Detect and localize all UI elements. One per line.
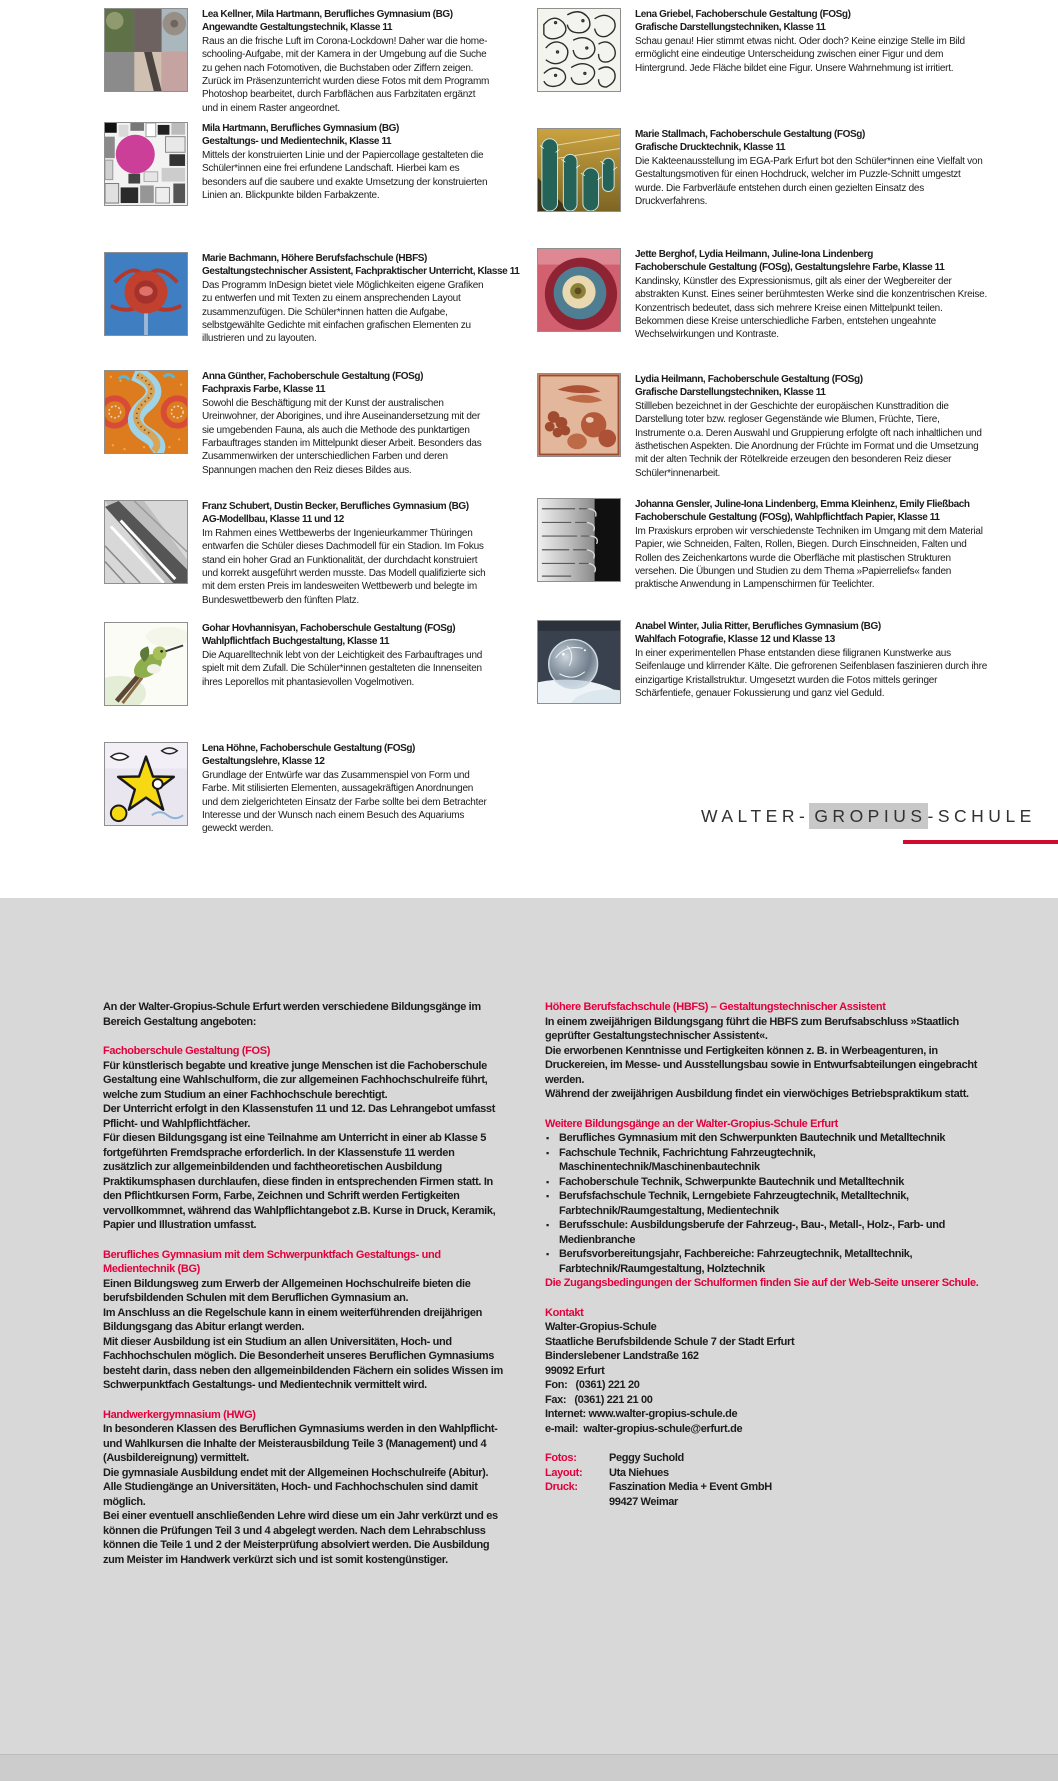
contact-line-email: e-mail: walter-gropius-schule@erfurt.de [545, 1422, 743, 1435]
section-paragraph: Alle Studiengänge an Universitäten, Hoch- und Fachhochschulen sind damit möglich. [103, 1481, 478, 1508]
thumbnail-red-chalk-fruit-still-life-image [537, 373, 621, 457]
artwork-entry [537, 498, 987, 592]
section-heading-contact: Kontakt [545, 1306, 584, 1319]
program-list-item: ▪ Berufsfachschule Technik, Lerngebiete Fahrzeugtechnik, Metalltechnik, Farbtechnik/Raumgestaltung, Medientechnik [545, 1189, 990, 1218]
credit-label: Druck: [545, 1481, 578, 1493]
info-column-right [545, 1000, 990, 1509]
logo-schule-text: -SCHULE [927, 806, 1036, 826]
entry-byline: Marie Stallmach, Fachoberschule Gestaltung (FOSg) [635, 129, 865, 140]
artwork-entry [104, 622, 490, 706]
program-list [545, 1131, 990, 1276]
entry-byline: Lena Griebel, Fachoberschule Gestaltung (FOSg) [635, 9, 851, 20]
credit-label: Fotos: [545, 1452, 577, 1464]
entry-byline: Anna Günther, Fachoberschule Gestaltung (FOSg) [202, 371, 424, 382]
artwork-entry [104, 8, 490, 115]
entry-byline: Johanna Gensler, Juline-Iona Lindenberg, Emma Kleinhenz, Emily Fließbach [635, 499, 970, 510]
section-heading-hwg: Handwerkergymnasium (HWG) [103, 1408, 256, 1421]
program-list-item: ▪ Berufsschule: Ausbildungsberufe der Fahrzeug-, Bau-, Metall-, Holz-, Farb- und Medienbranche [545, 1218, 990, 1247]
section-paragraph: In besonderen Klassen des Beruflichen Gymnasiums werden in den Wahlpflicht- und Wahlkursen die Inhalte der Meisterausbildung Teile 3 (Management) und 4 (Ausbildereignung) vermittelt. [103, 1423, 498, 1464]
entry-description: Mittels der konstruierten Linie und der Papiercollage gestalteten die Schüler*innen eine frei erfundene Landschaft. Hierbei kam es besonders auf die saubere und exakte Umsetzung der konstruierten Linien an. Blickpunkte bilden Farbakzente. [202, 149, 488, 202]
artwork-entry [104, 252, 520, 346]
thumbnail-paper-relief-photo-image [537, 498, 621, 582]
section-paragraph: Die gymnasiale Ausbildung endet mit der Allgemeinen Hochschulreife (Abitur). [103, 1466, 489, 1479]
section-paragraph: Mit dieser Ausbildung ist ein Studium an allen Universitäten, Hoch- und Fachhochschulen möglich. Die Besonderheit unseres Beruflichen Gymnasiums besteht darin, dass neben den allgemeinbildenden Fächern ein solides Wissen im Schwerpunktfach Gestaltungs- und Medientechnik vermittelt wird. [103, 1335, 503, 1391]
thumbnail-frozen-soap-bubble-photo-image [537, 620, 621, 704]
artwork-entry [537, 8, 987, 92]
entry-course: AG-Modellbau, Klasse 11 und 12 [202, 514, 344, 526]
section-paragraph: Die erworbenen Kenntnisse und Fertigkeiten können z. B. in Werbeagenturen, in Druckereien, im Messe- und Ausstellungsbau sowie in Entwurfsabteilungen eingebracht werden. [545, 1044, 978, 1086]
entry-description: Die Kakteenausstellung im EGA-Park Erfurt bot den Schüler*innen eine Vielfalt von Gestaltungsmotiven für einen Hochdruck, welcher im Puzzle-Schnitt umgestzt wurde. Die Farbverläufe entstehen durch einen gezielten Einsatz des Druckverfahrens. [635, 155, 983, 208]
section-paragraph: Der Unterricht erfolgt in den Klassenstufen 11 und 12. Das Lehrangebot umfasst Pflicht- und Wahlpflichtfächer. [103, 1103, 496, 1130]
info-intro: An der Walter-Gropius-Schule Erfurt werden verschiedene Bildungsgänge im Bereich Gestaltung angeboten: [103, 1001, 481, 1028]
thumbnail-watercolor-hummingbird-image [104, 622, 188, 706]
artwork-entry [104, 122, 490, 206]
logo-gropius-highlight: GROPIUS [809, 803, 927, 829]
artwork-entry [537, 128, 987, 212]
info-panel [0, 898, 1058, 1781]
program-list-item: ▪ Berufliches Gymnasium mit den Schwerpunkten Bautechnik und Metalltechnik [545, 1131, 990, 1146]
entry-course: Gestaltungstechnischer Assistent, Fachpraktischer Unterricht, Klasse 11 [202, 266, 520, 278]
section-paragraph: Im Anschluss an die Regelschule kann in einem weiterführenden dreijährigen Bildungsgang das Abitur erlangt werden. [103, 1306, 482, 1333]
contact-line-website: Internet: www.walter-gropius-schule.de [545, 1408, 738, 1420]
section-paragraph: Während der zweijährigen Ausbildung findet ein vierwöchiges Betriebspraktikum statt. [545, 1088, 969, 1100]
contact-line: Binderslebener Landstraße 162 [545, 1350, 699, 1362]
entry-byline: Marie Bachmann, Höhere Berufsfachschule (HBFS) [202, 253, 427, 264]
program-list-item: ▪ Berufsvorbereitungsjahr, Fachbereiche: Fahrzeugtechnik, Metalltechnik, Farbtechnik/Raumgestaltung, Holztechnik [545, 1247, 990, 1276]
logo-red-rule [903, 840, 1058, 844]
entry-byline: Franz Schubert, Dustin Becker, Berufliches Gymnasium (BG) [202, 501, 469, 512]
thumbnail-aboriginal-dot-snake-image [104, 370, 188, 454]
entry-description: Das Programm InDesign bietet viele Möglichkeiten eigene Grafiken zu entwerfen und mit Texten zu einem ansprechenden Layout zusammenzufügen. Die Schüler*innen hatten die Aufgabe, selbstgewählte Gedichte mit einfachen grafischen Elementen zu illustrieren und zu layouten. [202, 279, 484, 345]
artwork-entry [104, 742, 490, 836]
contact-line: Staatliche Berufsbildende Schule 7 der Stadt Erfurt [545, 1335, 795, 1348]
entry-byline: Anabel Winter, Julia Ritter, Berufliches Gymnasium (BG) [635, 621, 881, 632]
entry-course: Grafische Darstellungstechniken, Klasse 11 [635, 387, 826, 399]
entry-description: Stillleben bezeichnet in der Geschichte der europäischen Kunsttradition die Darstellung toter bzw. regloser Gegenstände wie Blumen, Früchte, Tiere, Instrumente o.a. Deren Auswahl und Gruppierung erfolgte oft nach inhaltlichen und ästhetischen Aspekten. Die Anordnung der Früchte im Format und die Umsetzung mit der alten Technik der Rötelkreide erzeugen den besonderen Reiz dieser Schüler*innenarbeit. [635, 400, 982, 479]
contact-line-fax: Fax: (0361) 221 21 00 [545, 1393, 653, 1406]
thumbnail-yellow-starfish-poster-image [104, 742, 188, 826]
contact-line-phone: Fon: (0361) 221 20 [545, 1379, 640, 1391]
contact-line: 99092 Erfurt [545, 1364, 605, 1377]
section-paragraph: Bei einer eventuell anschließenden Lehre wird diese um ein Jahr verkürzt und es können die Prüfungen Teil 3 und 4 abgelegt werden. Nach dem Lehrabschluss können die Teile 1 und 2 der Meisterprüfung absolviert werden. Die Ausbildung zum Meister im Handwerk verkürzt sich und ist somit kostengünstiger. [103, 1510, 498, 1566]
thumbnail-figure-ground-line-drawing-image [537, 8, 621, 92]
credit-label: Layout: [545, 1466, 583, 1479]
info-column-left [103, 1000, 503, 1567]
thumbnail-cactus-print-image [537, 128, 621, 212]
credit-row [545, 1466, 990, 1481]
thumbnail-concentric-circles-painting-image [537, 248, 621, 332]
section-heading-bg: Berufliches Gymnasium mit dem Schwerpunktfach Gestaltungs- und Medientechnik (BG) [103, 1248, 441, 1275]
credit-row [545, 1451, 990, 1466]
logo-walter-text: WALTER- [701, 806, 810, 826]
entry-course: Grafische Darstellungstechniken, Klasse 11 [635, 22, 826, 34]
credit-value: Faszination Media + Event GmbH [609, 1481, 772, 1493]
entry-description: Im Praxiskurs erproben wir verschiedenste Techniken im Umgang mit dem Material Papier, wie Schneiden, Falten, Rollen, Biegen. Durch Einschneiden, Falten und Rollen des Zeichenkartons wurde die Oberfläche mit plastischen Strukturen versehen. Die Übungen und Studien zu dem Thema »Papierreliefs« fanden praktische Anwendung in Lampenschirmen für Teelichter. [635, 525, 983, 591]
entry-course: Gestaltungslehre, Klasse 12 [202, 756, 325, 768]
artwork-entry [537, 248, 987, 342]
section-paragraph: In einem zweijährigen Bildungsgang führt die HBFS zum Berufsabschluss »Staatlich geprüfter Gestaltungstechnischer Assistent«. [545, 1015, 959, 1042]
thumbnail-photo-letter-collage-image [104, 8, 188, 92]
thumbnail-red-flower-on-blue-image [104, 252, 188, 336]
section-paragraph: Für diesen Bildungsgang ist eine Teilnahme am Unterricht in einer ab Klasse 5 fortgeführten Fremdsprache erforderlich. In der Klassenstufe 11 werden zusätzlich zur allgemeinbildenden und fachtheoretischen Ausbildung Praktikumsphasen durchlaufen, diese finden in entsprechenden Firmen statt. In den Pflichtkursen Form, Farbe, Zeichnen und Schrift werden Fertigkeiten vervollkommnet, während das Wahlpflichtangebot z.B. Kurse in Druck, Keramik, Papier und Illustration umfasst. [103, 1132, 496, 1231]
credits-block [545, 1451, 990, 1509]
school-logo [701, 806, 1036, 827]
credit-value: Peggy Suchold [609, 1452, 684, 1464]
program-list-item: ▪ Fachoberschule Technik, Schwerpunkte Bautechnik und Metalltechnik [545, 1175, 990, 1190]
entry-course: Fachpraxis Farbe, Klasse 11 [202, 384, 326, 396]
entry-byline: Lea Kellner, Mila Hartmann, Berufliches Gymnasium (BG) [202, 9, 453, 20]
entry-description: In einer experimentellen Phase entstanden diese filigranen Kunstwerke aus Seifenlauge und klirrender Kälte. Die gefrorenen Seifenblasen faszinieren durch ihre einzigartige Kristallstruktur. Umgesetzt wurden die Fotos mittels geringer Schärfentiefe, genauer Fokussierung und ganz viel Geduld. [635, 647, 988, 700]
entry-description: Schau genau! Hier stimmt etwas nicht. Oder doch? Keine einzige Stelle im Bild ermöglicht eine eindeutige Unterscheidung zwischen einer Figur und dem Hintergrund. Jede Fläche bildet eine Figur. Unsere Wahrnehmung ist irritiert. [635, 35, 965, 74]
entry-course: Fachoberschule Gestaltung (FOSg), Wahlpflichtfach Papier, Klasse 11 [635, 512, 940, 524]
entry-byline: Gohar Hovhannisyan, Fachoberschule Gestaltung (FOSg) [202, 623, 456, 634]
entry-description: Raus an die frische Luft im Corona-Lockdown! Daher war die home-schooling-Aufgabe, mit der Kamera in der Umgebung auf die Suche zu gehen nach Fotomotiven, die Buchstaben oder Ziffern zeigen. Zurück im Präsenzunterricht wurden diese Fotos mit dem Programm Photoshop bearbeitet, durch Farbflächen aus Farbzitaten ergänzt und in einem Raster angeordnet. [202, 35, 490, 114]
entry-description: Kandinsky, Künstler des Expressionismus, gilt als einer der Wegbereiter der abstrakten Kunst. Eines seiner berühmtesten Werke sind die konzentrischen Kreise. Konzentrisch bedeutet, dass sich mehrere Kreise einen Mittelpunkt teilen. Bekommen diese Kreise unterschiedliche Farben, entstehen ungeahnte Wechselwirkungen und Kontraste. [635, 275, 987, 341]
entry-description: Die Aquarelltechnik lebt von der Leichtigkeit des Farbauftrages und spielt mit dem Zufall. Die Schüler*innen gestalteten die Innenseiten ihres Leporellos mit phantasievollen Vogelmotiven. [202, 649, 483, 688]
section-paragraph: Einen Bildungsweg zum Erwerb der Allgemeinen Hochschulreife bieten die berufsbildenden Schulen mit dem Beruflichen Gymnasium an. [103, 1277, 471, 1304]
thumbnail-line-collage-magenta-circle-image [104, 122, 188, 206]
program-list-item: ▪ Fachschule Technik, Fachrichtung Fahrzeugtechnik, Maschinentechnik/Maschinenbautechnik [545, 1146, 990, 1175]
artwork-entry [104, 500, 490, 607]
entry-byline: Lydia Heilmann, Fachoberschule Gestaltung (FOSg) [635, 374, 863, 385]
artwork-entry [537, 373, 987, 480]
entry-description: Sowohl die Beschäftigung mit der Kunst der australischen Ureinwohner, der Aborigines, und ihre Auseinandersetzung mit der sie umgebenden Fauna, als auch die Methode des punktartigen Farbauftrages standen im Mittelpunkt dieser Arbeit. Besonders das Zusammenwirken der unterschiedlichen Farben und deren Spannungen machen den Reiz dieses Bildes aus. [202, 397, 482, 476]
entry-course: Fachoberschule Gestaltung (FOSg), Gestaltungslehre Farbe, Klasse 11 [635, 262, 945, 274]
credit-label [545, 1495, 609, 1510]
entry-course: Wahlpflichtfach Buchgestaltung, Klasse 11 [202, 636, 390, 648]
entry-course: Gestaltungs- und Medientechnik, Klasse 11 [202, 136, 392, 148]
section-heading-fos: Fachoberschule Gestaltung (FOS) [103, 1045, 271, 1057]
entry-course: Angewandte Gestaltungstechnik, Klasse 11 [202, 22, 393, 34]
section-paragraph: Für künstlerisch begabte und kreative junge Menschen ist die Fachoberschule Gestaltung eine Wahlschulform, die zur allgemeinen Fachhochschulreife führt, welche zum Studium an einer Fachhochschule berechtigt. [103, 1059, 488, 1101]
artwork-entry [537, 620, 987, 704]
admission-note: Die Zugangsbedingungen der Schulformen finden Sie auf der Web-Seite unserer Schule. [545, 1277, 979, 1289]
entry-course: Grafische Drucktechnik, Klasse 11 [635, 142, 786, 154]
entry-byline: Jette Berghof, Lydia Heilmann, Juline-Iona Lindenberg [635, 249, 873, 260]
entry-course: Wahlfach Fotografie, Klasse 12 und Klasse 13 [635, 634, 835, 646]
entry-description: Grundlage der Entwürfe war das Zusammenspiel von Form und Farbe. Mit stilisierten Elementen, aussagekräftigen Anordnungen und dem zielgerichteten Einsatz der Farbe sollte bei dem Betrachter Interesse und der Wunsch nach einem Besuch des Aquariums geweckt werden. [202, 769, 487, 835]
entry-description: Im Rahmen eines Wettbewerbs der Ingenieurkammer Thüringen entwarfen die Schüler dieses Dachmodell für ein Stadion. Im Fokus stand ein hoher Grad an Funktionalität, der durchdacht konstruiert und korrekt ausgeführt werden musste. Das Modell qualifizierte sich mit dem ersten Preis im landesweiten Wettbewerb und belegte im Bundeswettbewerb den fünften Platz. [202, 527, 486, 606]
entry-byline: Mila Hartmann, Berufliches Gymnasium (BG) [202, 123, 399, 134]
section-heading-hbfs: Höhere Berufsfachschule (HBFS) – Gestaltungstechnischer Assistent [545, 1001, 886, 1013]
contact-line: Walter-Gropius-Schule [545, 1321, 657, 1333]
artwork-entry [104, 370, 490, 477]
credit-value: 99427 Weimar [609, 1495, 678, 1508]
thumbnail-roof-model-photo-image [104, 500, 188, 584]
credit-row [545, 1480, 990, 1495]
credit-row [545, 1495, 990, 1510]
page-bottom-edge [0, 1754, 1058, 1781]
credit-value: Uta Niehues [609, 1466, 669, 1479]
section-heading-more-programs: Weitere Bildungsgänge an der Walter-Gropius-Schule Erfurt [545, 1117, 838, 1130]
entry-byline: Lena Höhne, Fachoberschule Gestaltung (FOSg) [202, 743, 415, 754]
